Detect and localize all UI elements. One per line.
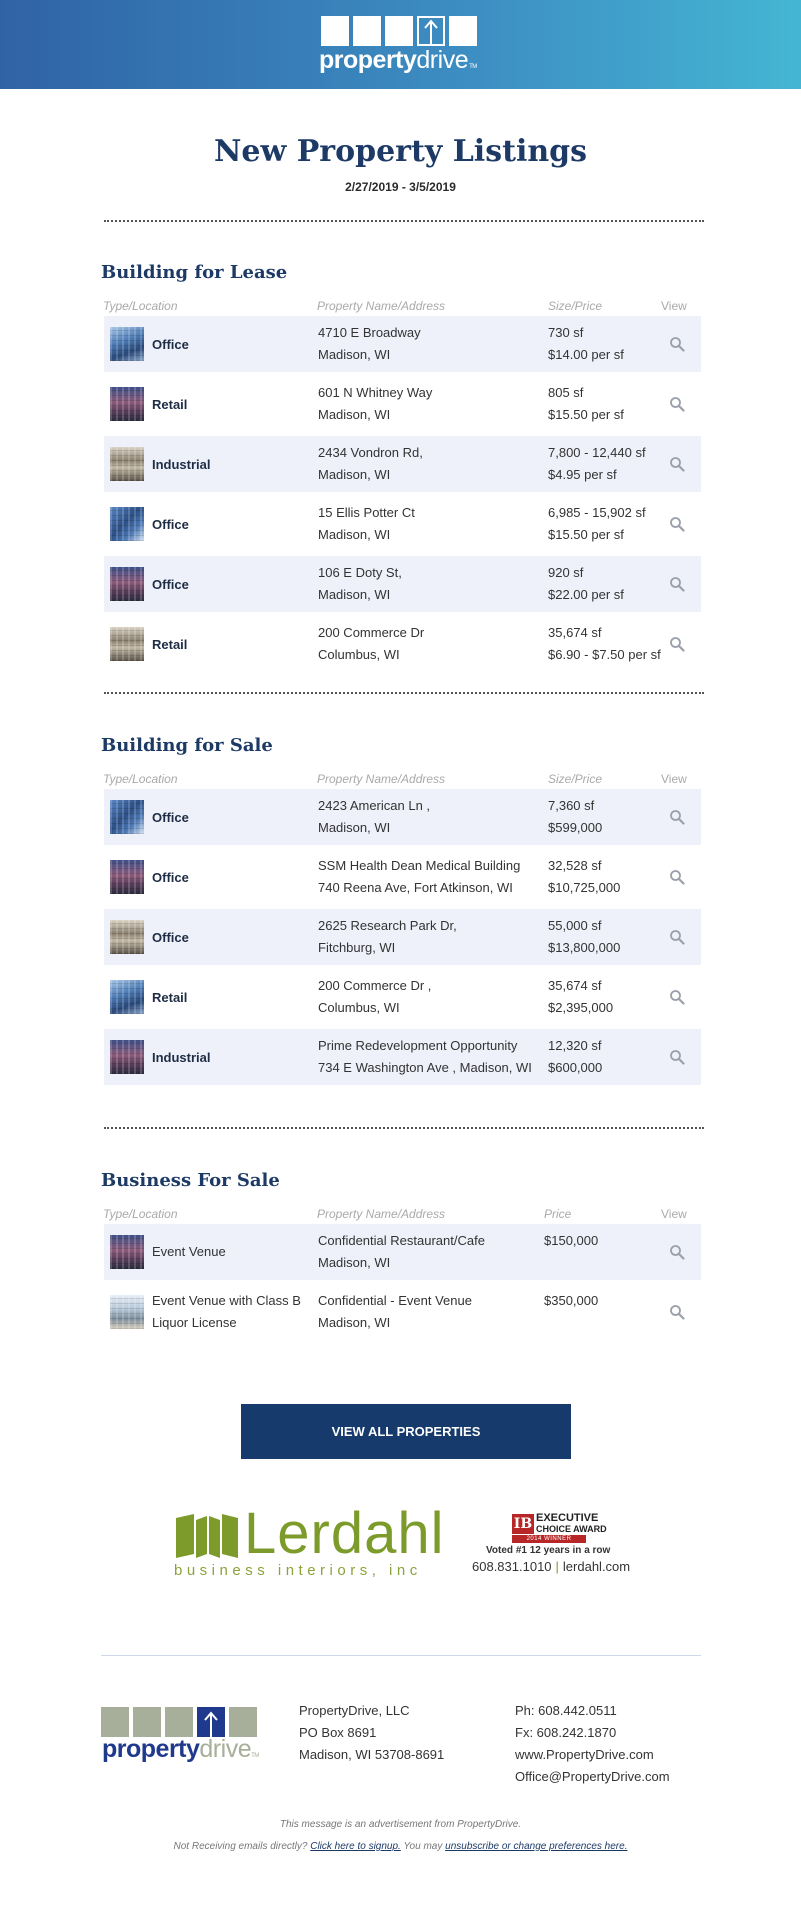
city-zip: Madison, WI 53708-8691 — [299, 1747, 445, 1762]
listing-row[interactable] — [104, 556, 701, 612]
type-line: Event Venue — [152, 1244, 226, 1259]
view-magnifier-icon[interactable] — [669, 1304, 685, 1320]
address-line: Madison, WI — [318, 587, 391, 602]
logo-squares — [321, 16, 481, 46]
property-address[interactable] — [318, 795, 548, 839]
listing-row[interactable] — [104, 496, 701, 552]
divider — [104, 220, 704, 222]
property-type: Industrial — [152, 1050, 211, 1065]
size: 35,674 sf — [548, 978, 602, 993]
business-row[interactable] — [104, 1224, 701, 1280]
website-link[interactable]: www.PropertyDrive.com — [515, 1747, 654, 1762]
property-address[interactable] — [318, 1290, 548, 1334]
property-type: Industrial — [152, 457, 211, 472]
property-type: Office — [152, 810, 189, 825]
lerdahl-tagline: business interiors, inc — [174, 1562, 422, 1579]
address-line: Madison, WI — [318, 407, 391, 422]
property-address[interactable] — [318, 442, 548, 486]
size-price — [544, 1230, 598, 1252]
address-line: Madison, WI — [318, 1255, 391, 1270]
address-line: 734 E Washington Ave , Madison, WI — [318, 1060, 532, 1075]
col-header-type: Type/Location — [103, 299, 178, 313]
view-magnifier-icon[interactable] — [669, 516, 685, 532]
divider — [101, 1655, 701, 1656]
propertydrive-logo[interactable] — [319, 16, 481, 76]
listing-row[interactable] — [104, 616, 701, 672]
property-thumbnail[interactable] — [110, 920, 144, 954]
address-line: Fitchburg, WI — [318, 940, 396, 955]
award-banner: 2014 WINNER — [512, 1535, 586, 1543]
price: $350,000 — [544, 1293, 599, 1308]
property-thumbnail[interactable] — [110, 1295, 144, 1329]
col-header-type: Type/Location — [103, 1207, 178, 1221]
property-type: Office — [152, 930, 189, 945]
lerdahl-ad-banner[interactable] — [172, 1501, 652, 1582]
listing-row[interactable] — [104, 1029, 701, 1085]
divider — [104, 692, 704, 694]
property-thumbnail[interactable] — [110, 567, 144, 601]
size-price — [548, 1035, 602, 1079]
size: 920 sf — [548, 565, 584, 580]
section-title-lease: Building for Lease — [101, 262, 288, 283]
size: 7,360 sf — [548, 798, 595, 813]
lerdahl-wordmark: Lerdahl — [244, 1501, 445, 1566]
property-thumbnail[interactable] — [110, 447, 144, 481]
address-line: 2434 Vondron Rd, — [318, 445, 423, 460]
address-line: Madison, WI — [318, 820, 391, 835]
price: $4.95 per sf — [548, 467, 617, 482]
size: 730 sf — [548, 325, 584, 340]
fax: Fx: 608.242.1870 — [515, 1725, 617, 1740]
date-range: 2/27/2019 - 3/5/2019 — [345, 180, 456, 194]
property-thumbnail[interactable] — [110, 387, 144, 421]
col-header-view: View — [661, 299, 687, 313]
property-address[interactable] — [318, 975, 548, 1019]
property-address[interactable] — [318, 382, 548, 426]
view-magnifier-icon[interactable] — [669, 1244, 685, 1260]
price: $600,000 — [548, 1060, 603, 1075]
up-arrow-icon — [197, 1707, 225, 1737]
view-magnifier-icon[interactable] — [669, 396, 685, 412]
property-thumbnail[interactable] — [110, 800, 144, 834]
address-line: 106 E Doty St, — [318, 565, 402, 580]
lerdahl-logo-icon — [176, 1514, 238, 1558]
disclaimer: This message is an advertisement from PropertyDrive. — [279, 1819, 522, 1830]
property-address[interactable] — [318, 1230, 548, 1274]
address-line: Madison, WI — [318, 467, 391, 482]
property-address[interactable] — [318, 855, 548, 899]
address-line: Madison, WI — [318, 347, 391, 362]
price: $6.90 - $7.50 per sf — [548, 647, 661, 662]
size-price — [548, 382, 624, 426]
listing-row[interactable] — [104, 849, 701, 905]
size: 32,528 sf — [548, 858, 602, 873]
col-header-price: Price — [544, 1207, 572, 1221]
price: $22.00 per sf — [548, 587, 624, 602]
view-magnifier-icon[interactable] — [669, 929, 685, 945]
address-line: Madison, WI — [318, 1315, 391, 1330]
business-row[interactable] — [104, 1284, 701, 1340]
property-thumbnail[interactable] — [110, 507, 144, 541]
size-price — [548, 915, 620, 959]
page-title: New Property Listings — [213, 134, 588, 169]
col-header-size: Size/Price — [548, 772, 603, 786]
property-thumbnail[interactable] — [110, 327, 144, 361]
view-magnifier-icon[interactable] — [669, 636, 685, 652]
property-type: Office — [152, 870, 189, 885]
view-all-properties-button[interactable]: VIEW ALL PROPERTIES — [241, 1404, 571, 1459]
ib-badge: IB — [513, 1516, 533, 1532]
col-header-name: Property Name/Address — [317, 1207, 446, 1221]
type-line: Liquor License — [152, 1315, 237, 1330]
property-type: Retail — [152, 637, 188, 652]
view-magnifier-icon[interactable] — [669, 576, 685, 592]
address-line: Madison, WI — [318, 527, 391, 542]
col-header-view: View — [661, 772, 687, 786]
view-magnifier-icon[interactable] — [669, 1049, 685, 1065]
property-type: Office — [152, 517, 189, 532]
property-type: Office — [152, 337, 189, 352]
col-header-name: Property Name/Address — [317, 772, 446, 786]
property-type: Retail — [152, 397, 188, 412]
property-address[interactable] — [318, 1035, 548, 1079]
property-address[interactable] — [318, 915, 548, 959]
size-price — [548, 502, 646, 546]
size: 6,985 - 15,902 sf — [548, 505, 646, 520]
size-price — [548, 622, 661, 666]
address-line: 740 Reena Ave, Fort Atkinson, WI — [318, 880, 513, 895]
company-name: PropertyDrive, LLC — [299, 1703, 410, 1718]
executive-choice-award — [472, 1512, 652, 1582]
property-type — [152, 1290, 301, 1334]
address-line: 2625 Research Park Dr, — [318, 918, 457, 933]
price: $2,395,000 — [548, 1000, 614, 1015]
property-type — [152, 1241, 226, 1263]
price: $14.00 per sf — [548, 347, 624, 362]
po-box: PO Box 8691 — [299, 1725, 377, 1740]
address-line: Confidential Restaurant/Cafe — [318, 1233, 485, 1248]
view-magnifier-icon[interactable] — [669, 336, 685, 352]
view-magnifier-icon[interactable] — [669, 989, 685, 1005]
property-type: Retail — [152, 990, 188, 1005]
address-line: 200 Commerce Dr — [318, 625, 425, 640]
col-header-view: View — [661, 1207, 687, 1221]
footer-logo-wordmark: propertydriveTM — [102, 1735, 259, 1763]
view-magnifier-icon[interactable] — [669, 456, 685, 472]
subscription-note: Not Receiving emails directly? Click here to signup. You may unsubscribe or change preferences here. — [173, 1841, 628, 1852]
size-price — [548, 975, 613, 1019]
property-thumbnail[interactable] — [110, 1040, 144, 1074]
type-line: Event Venue with Class B — [152, 1293, 301, 1308]
col-header-size: Size/Price — [548, 299, 603, 313]
award-title: EXECUTIVE CHOICE AWARD — [536, 1512, 607, 1534]
address-line: Prime Redevelopment Opportunity — [318, 1038, 518, 1053]
view-magnifier-icon[interactable] — [669, 869, 685, 885]
size-price — [548, 562, 624, 606]
size: 35,674 sf — [548, 625, 602, 640]
footer-contact — [515, 1700, 670, 1788]
property-thumbnail[interactable] — [110, 627, 144, 661]
address-line: SSM Health Dean Medical Building — [318, 858, 521, 873]
size-price — [548, 442, 646, 486]
size-price — [548, 322, 624, 366]
price: $15.50 per sf — [548, 527, 624, 542]
listing-row[interactable] — [104, 969, 701, 1025]
section-title-sale: Building for Sale — [101, 735, 273, 756]
property-address[interactable] — [318, 322, 548, 366]
email-link[interactable]: Office@PropertyDrive.com — [515, 1769, 670, 1784]
price: $150,000 — [544, 1233, 599, 1248]
property-address[interactable] — [318, 622, 548, 666]
property-thumbnail[interactable] — [110, 980, 144, 1014]
col-header-type: Type/Location — [103, 772, 178, 786]
address-line: Columbus, WI — [318, 1000, 400, 1015]
size-price — [548, 855, 620, 899]
header-banner — [0, 0, 801, 89]
signup-link[interactable]: Click here to signup. — [310, 1841, 401, 1852]
footer-propertydrive-logo[interactable] — [101, 1707, 261, 1767]
phone: Ph: 608.442.0511 — [515, 1703, 617, 1718]
size: 12,320 sf — [548, 1038, 602, 1053]
price: $15.50 per sf — [548, 407, 624, 422]
address-line: Columbus, WI — [318, 647, 400, 662]
address-line: Confidential - Event Venue — [318, 1293, 472, 1308]
up-arrow-icon — [419, 16, 443, 46]
address-line: 4710 E Broadway — [318, 325, 421, 340]
logo-wordmark: propertydriveTM — [319, 46, 477, 74]
section-title-business: Business For Sale — [101, 1170, 280, 1191]
address-line: 601 N Whitney Way — [318, 385, 433, 400]
listing-row[interactable] — [104, 909, 701, 965]
listing-row[interactable] — [104, 789, 701, 845]
property-thumbnail[interactable] — [110, 860, 144, 894]
address-line: 200 Commerce Dr , — [318, 978, 432, 993]
address-line: 2423 American Ln , — [318, 798, 431, 813]
price: $10,725,000 — [548, 880, 621, 895]
property-address[interactable] — [318, 502, 548, 546]
lerdahl-contact: 608.831.1010 | lerdahl.com — [472, 1559, 631, 1574]
footer-address — [299, 1700, 444, 1766]
size: 805 sf — [548, 385, 584, 400]
price: $599,000 — [548, 820, 603, 835]
divider — [104, 1127, 704, 1129]
price: $13,800,000 — [548, 940, 621, 955]
size-price — [548, 795, 602, 839]
award-voted: Voted #1 12 years in a row — [486, 1545, 611, 1556]
property-thumbnail[interactable] — [110, 1235, 144, 1269]
listing-row[interactable] — [104, 316, 701, 372]
size: 55,000 sf — [548, 918, 602, 933]
listing-row[interactable] — [104, 376, 701, 432]
view-magnifier-icon[interactable] — [669, 809, 685, 825]
listing-row[interactable] — [104, 436, 701, 492]
property-type: Office — [152, 577, 189, 592]
size: 7,800 - 12,440 sf — [548, 445, 646, 460]
address-line: 15 Ellis Potter Ct — [318, 505, 415, 520]
property-address[interactable] — [318, 562, 548, 606]
unsubscribe-link[interactable]: unsubscribe or change preferences here. — [445, 1841, 628, 1852]
size-price — [544, 1290, 598, 1312]
col-header-name: Property Name/Address — [317, 299, 446, 313]
